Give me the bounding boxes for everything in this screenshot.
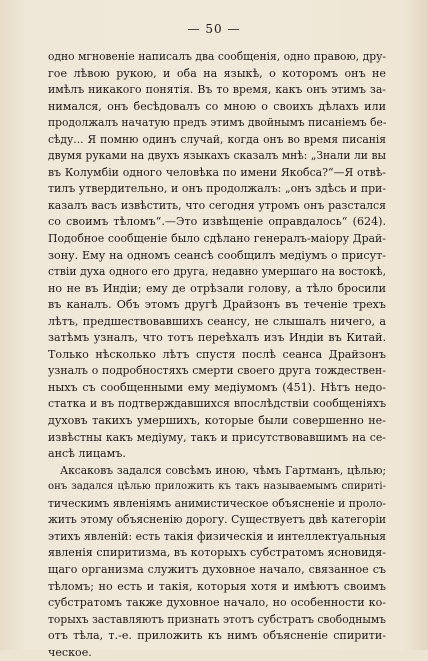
text-line: гое лѣвою рукою, и оба на языкѣ, о которомъ онъ не	[48, 66, 386, 80]
text-line: тѣломъ; но есть и такія, которыя хотя и имѣютъ своимъ	[48, 579, 386, 593]
text-line: ческое.	[48, 645, 92, 659]
text-line: явленія спиритизма, въ которыхъ субстратомъ ясновидя-	[48, 546, 386, 560]
text-line: онъ задался цѣлью приложить къ такъ называемымъ спириті-	[48, 481, 386, 493]
text-line: имѣлъ никакого понятія. Въ то время, какъ онъ этимъ за-	[48, 83, 386, 97]
text-line: двумя руками на двухъ языкахъ сказалъ мнѣ: „Знали ли вы	[48, 149, 386, 163]
page-body	[48, 49, 386, 661]
text-line: продолжалъ начатую предъ этимъ двойнымъ писаніемъ бе-	[48, 116, 386, 130]
text-line: субстратомъ также духовное начало, но особенности ко-	[48, 596, 386, 610]
text-line: Аксаковъ задался совсѣмъ иною, чѣмъ Гартманъ, цѣлью;	[60, 463, 386, 477]
text-line: тическимъ явленіямъ анимистическое объясненіе и проло-	[48, 496, 386, 510]
text-line: духовъ такихъ умершихъ, которые были совершенно не-	[48, 414, 386, 428]
text-line: узналъ о подробностяхъ смерти своего друга тождествен-	[48, 364, 386, 378]
text-line: тилъ утвердительно, и онъ продолжалъ: „онъ здѣсь и при-	[48, 182, 386, 196]
text-line: нимался, онъ бесѣдовалъ со мною о своихъ дѣлахъ или	[48, 99, 386, 113]
text-line: щаго организма служитъ духовное начало, связанное съ	[48, 562, 386, 576]
text-line: торыхъ заставляютъ признать этотъ субстратъ свободнымъ	[48, 612, 386, 626]
text-line: зону. Ему на одномъ сеансѣ сообщилъ медіумъ о присут-	[48, 248, 386, 262]
text-line: одно мгновеніе написалъ два сообщенія, одно правою, дру-	[48, 50, 386, 63]
text-line: затѣмъ узналъ, что тотъ переѣхалъ изъ Индіи въ Китай.	[48, 331, 386, 345]
text-line: Только нѣсколько лѣтъ спустя послѣ сеанса Драйзонъ	[48, 347, 386, 361]
text-line: лѣтъ, предшествовавшихъ сеансу, не слышалъ ничего, а	[48, 314, 386, 328]
text-line: въ Колумбіи одного человѣка по имени Якобса?“—Я отвѣ-	[48, 165, 386, 179]
text-line: казалъ васъ извѣстить, что сегодня утромъ онъ разстался	[48, 198, 386, 212]
text-line: извѣстны какъ медіуму, такъ и присутствовавшимъ на се-	[48, 430, 386, 444]
text-line: этихъ явленій: есть такія физическія и интеллектуальныя	[48, 529, 386, 543]
text-line: жить этому объясненію дорогу. Существуетъ двѣ категоріи	[48, 513, 386, 527]
text-line: со своимъ тѣломъ“.—Это извѣщеніе оправдалось“ (624).	[48, 215, 386, 229]
text-line: отъ тѣла, т.-е. приложить къ нимъ объясненіе спирити-	[48, 629, 386, 643]
text-line: ныхъ съ сообщенными ему медіумомъ (451). Нѣтъ недо-	[48, 380, 386, 394]
text-line: ствіи духа одного его друга, недавно умершаго на востокѣ,	[48, 265, 386, 279]
text-line: въ каналъ. Объ этомъ другѣ Драйзонъ въ теченіе трехъ	[48, 298, 386, 312]
text-line: Подобное сообщеніе было сдѣлано генералъ-маіору Драй-	[48, 232, 386, 246]
text-line: сѣду... Я помню одинъ случай, когда онъ во время писанія	[48, 132, 386, 146]
page-number: — 50 —	[187, 22, 241, 36]
text-line: статка и въ подтверждавшихся впослѣдствіи сообщеніяхъ	[48, 397, 386, 411]
text-line: ансѣ лицамъ.	[48, 447, 126, 461]
text-line: но не въ Индіи; ему де отрѣзали голову, а тѣло бросили	[48, 281, 386, 295]
